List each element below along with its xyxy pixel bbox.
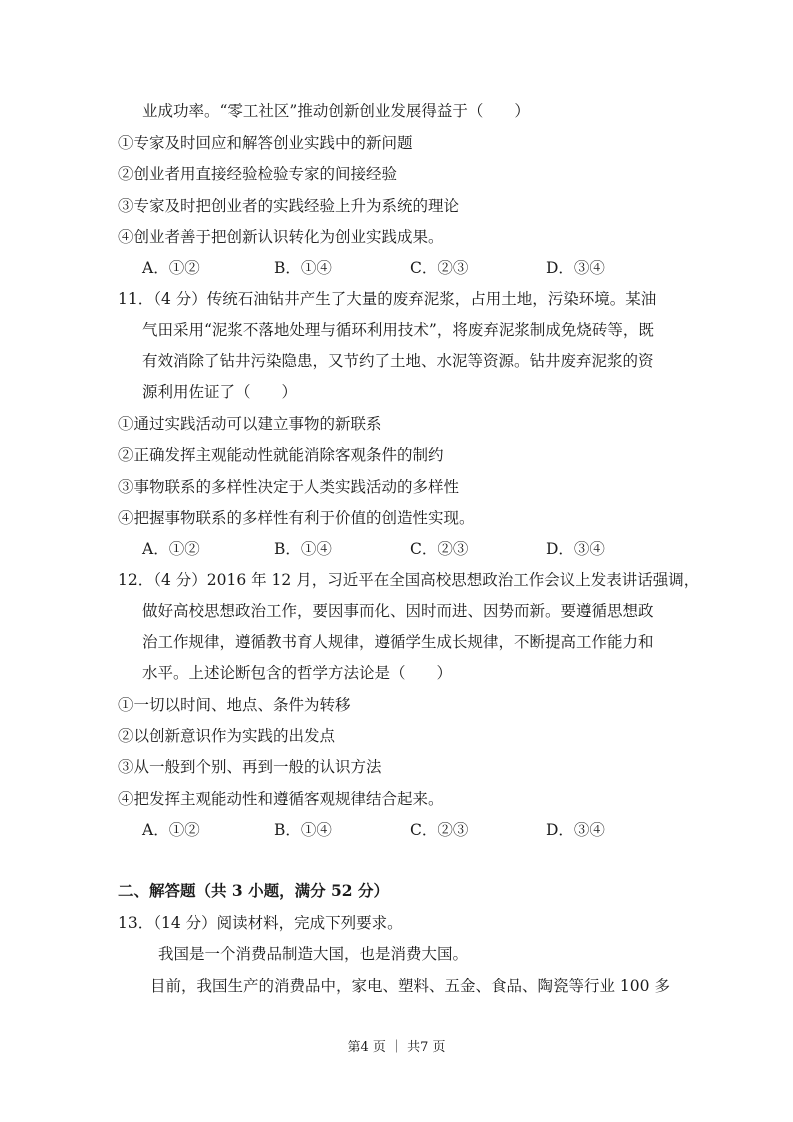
q11-item-1: ①通过实践活动可以建立事物的新联系 bbox=[118, 415, 382, 433]
q12-option-b: B．①④ bbox=[274, 821, 332, 839]
q11-option-d: D．③④ bbox=[546, 540, 605, 558]
q12-item-1: ①一切以时间、地点、条件为转移 bbox=[118, 696, 351, 714]
q11-item-4: ④把握事物联系的多样性有利于价值的创造性实现。 bbox=[118, 509, 475, 527]
q10-item-2: ②创业者用直接经验检验专家的间接经验 bbox=[118, 165, 398, 183]
q13-stem-line-1: 13．（14 分）阅读材料，完成下列要求。 bbox=[118, 914, 403, 932]
q11-stem-line-3: 有效消除了钻井污染隐患，又节约了土地、水泥等资源。钻井废弃泥浆的资 bbox=[142, 352, 654, 370]
q10-option-d: D．③④ bbox=[546, 259, 605, 277]
q13-material-line-1: 我国是一个消费品制造大国，也是消费大国。 bbox=[158, 945, 469, 963]
q12-item-2: ②以创新意识作为实践的出发点 bbox=[118, 727, 336, 745]
q11-stem-line-2: 气田采用“泥浆不落地处理与循环利用技术”，将废弃泥浆制成免烧砖等，既 bbox=[142, 321, 654, 339]
q11-option-c: C．②③ bbox=[410, 540, 469, 558]
q11-item-3: ③事物联系的多样性决定于人类实践活动的多样性 bbox=[118, 478, 460, 496]
q13-material-line-2: 目前，我国生产的消费品中，家电、塑料、五金、食品、陶瓷等行业 100 多 bbox=[150, 977, 670, 995]
q12-item-3: ③从一般到个别、再到一般的认识方法 bbox=[118, 758, 382, 776]
q12-stem-line-2: 做好高校思想政治工作，要因事而化、因时而进、因势而新。要遵循思想政 bbox=[142, 602, 654, 620]
q11-stem-line-4: 源利用佐证了（ ） bbox=[142, 383, 298, 401]
q12-item-4: ④把发挥主观能动性和遵循客观规律结合起来。 bbox=[118, 790, 444, 808]
q11-stem-line-1: 11．（4 分）传统石油钻井产生了大量的废弃泥浆，占用土地，污染环境。某油 bbox=[118, 290, 657, 308]
q12-option-c: C．②③ bbox=[410, 821, 469, 839]
q12-option-d: D．③④ bbox=[546, 821, 605, 839]
q12-stem-line-3: 治工作规律，遵循教书育人规律，遵循学生成长规律，不断提高工作能力和 bbox=[142, 633, 654, 651]
q12-stem-line-4: 水平。上述论断包含的哲学方法论是（ ） bbox=[142, 664, 453, 682]
q11-option-b: B．①④ bbox=[274, 540, 332, 558]
q11-item-2: ②正确发挥主观能动性就能消除客观条件的制约 bbox=[118, 446, 444, 464]
q10-item-3: ③专家及时把创业者的实践经验上升为系统的理论 bbox=[118, 197, 460, 215]
q11-option-a: A．①② bbox=[142, 540, 200, 558]
page-footer: 第4 页 ｜ 共7 页 bbox=[347, 1040, 446, 1055]
section-heading: 二、解答题（共 3 小题，满分 52 分） bbox=[118, 881, 389, 900]
q10-item-4: ④创业者善于把创新认识转化为创业实践成果。 bbox=[118, 228, 444, 246]
q10-option-b: B．①④ bbox=[274, 259, 332, 277]
q10-item-1: ①专家及时回应和解答创业实践中的新问题 bbox=[118, 134, 413, 152]
q10-option-c: C．②③ bbox=[410, 259, 469, 277]
q10-stem-tail: 业成功率。“零工社区”推动创新创业发展得益于（ ） bbox=[142, 102, 530, 120]
q12-option-a: A．①② bbox=[142, 821, 200, 839]
q12-stem-line-1: 12．（4 分）2016 年 12 月，习近平在全国高校思想政治工作会议上发表讲话强调， bbox=[118, 571, 700, 589]
q10-option-a: A．①② bbox=[142, 259, 200, 277]
